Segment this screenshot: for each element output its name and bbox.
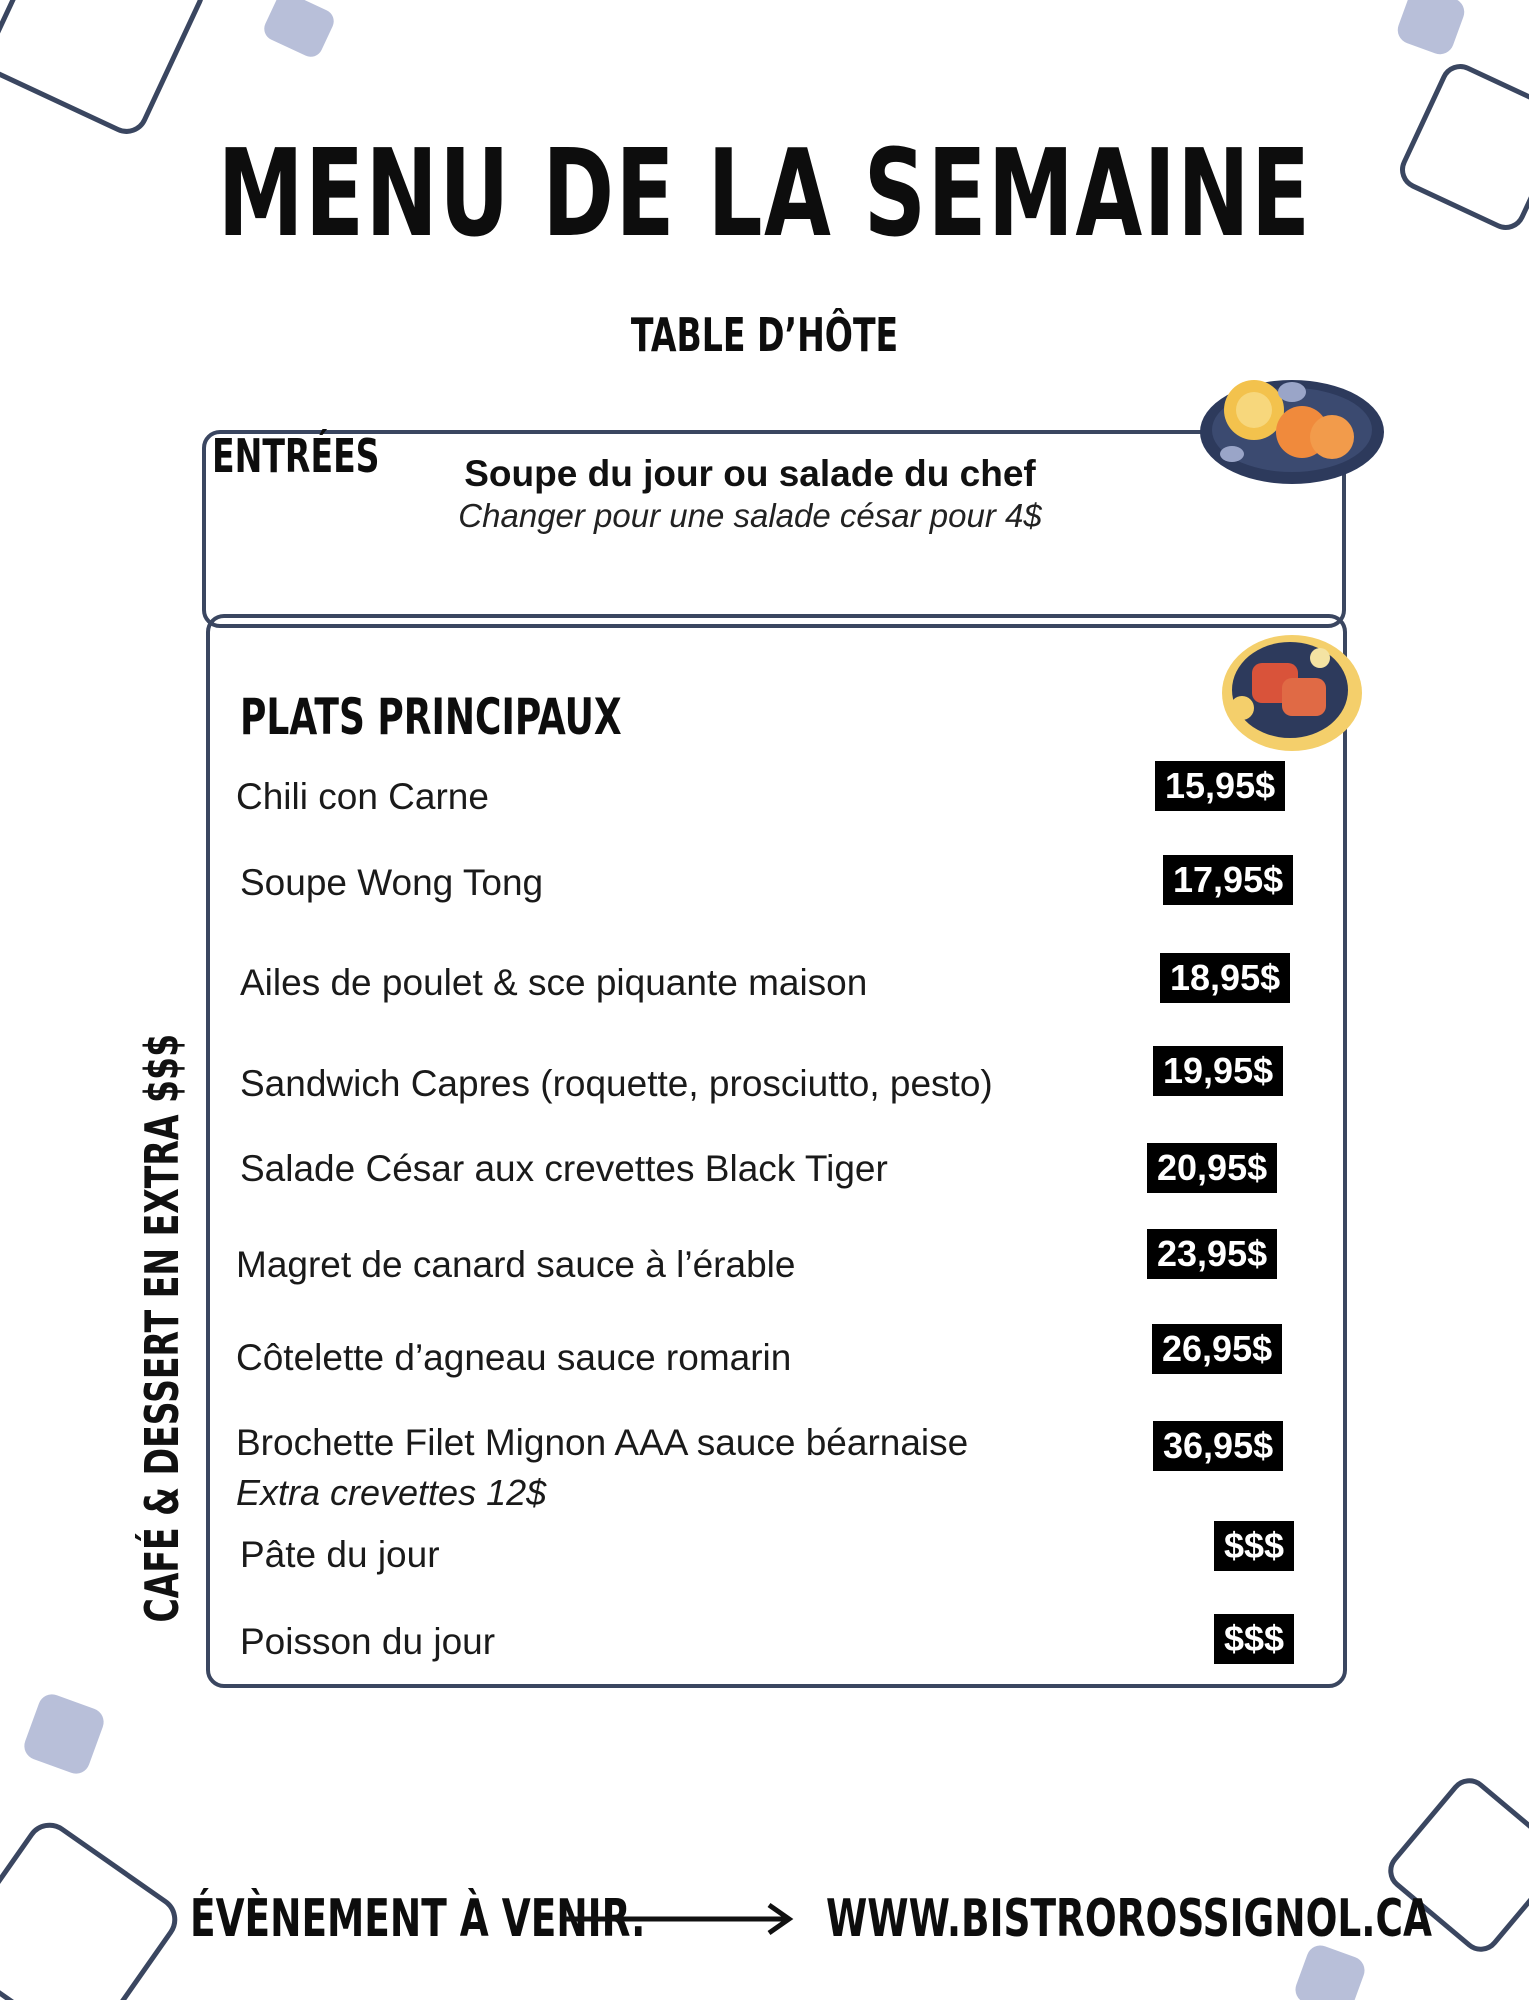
- decor-filled-square-top-left: [260, 0, 337, 61]
- menu-item-price: 20,95$: [1147, 1143, 1277, 1193]
- menu-item-price: 18,95$: [1160, 953, 1290, 1003]
- menu-item-name: Sandwich Capres (roquette, prosciutto, pesto): [240, 1063, 993, 1104]
- page-title: MENU DE LA SEMAINE: [217, 125, 1312, 264]
- plate-illustration-icon: [1192, 362, 1392, 492]
- menu-item-name: Chili con Carne: [236, 776, 489, 817]
- decor-filled-square-top-right: [1394, 0, 1468, 58]
- arrow-right-icon: [565, 1899, 805, 1939]
- menu-item-price: $$$: [1214, 1521, 1294, 1571]
- decor-outline-square-bottom-left: [0, 1817, 183, 2000]
- menu-item-name: Côtelette d’agneau sauce romarin: [236, 1337, 792, 1378]
- menu-item-price: 36,95$: [1153, 1421, 1283, 1471]
- menu-item-name: Poisson du jour: [240, 1621, 496, 1662]
- menu-item-name: Pâte du jour: [240, 1534, 440, 1575]
- steak-illustration-icon: [1212, 618, 1372, 758]
- footer-website-link[interactable]: WWW.BISTROROSSIGNOL.CA: [826, 1889, 1432, 1949]
- decor-filled-square-bottom-left: [20, 1690, 107, 1777]
- menu-item-name: Salade César aux crevettes Black Tiger: [240, 1148, 888, 1189]
- menu-item-note: Extra crevettes 12$: [236, 1472, 547, 1513]
- menu-item-name: Ailes de poulet & sce piquante maison: [240, 962, 868, 1003]
- menu-item-name: Magret de canard sauce à l’érable: [236, 1244, 796, 1285]
- menu-item-price: 15,95$: [1155, 761, 1285, 811]
- entree-main-text: Soupe du jour ou salade du chef: [464, 453, 1036, 494]
- decor-outline-square-top-left: [0, 0, 208, 138]
- menu-item-price: 17,95$: [1163, 855, 1293, 905]
- decor-filled-square-bottom-right: [1292, 1942, 1369, 2000]
- footer-event-text: ÉVÈNEMENT À VENIR.: [190, 1889, 646, 1949]
- menu-item-name: Soupe Wong Tong: [240, 862, 544, 903]
- menu-item-price: 26,95$: [1152, 1324, 1282, 1374]
- side-note-text: CAFÉ & DESSERT EN EXTRA $$$: [135, 1033, 189, 1623]
- menu-item-price: 23,95$: [1147, 1229, 1277, 1279]
- side-note: [132, 1033, 192, 1737]
- entree-note-text: Changer pour une salade césar pour 4$: [458, 497, 1042, 534]
- decor-outline-square-right: [1397, 61, 1529, 234]
- menu-item-price: $$$: [1214, 1614, 1294, 1664]
- menu-item-name: Brochette Filet Mignon AAA sauce béarnaise: [236, 1422, 969, 1463]
- page-subtitle: TABLE D’HÔTE: [630, 308, 899, 362]
- menu-item-price: 19,95$: [1153, 1046, 1283, 1096]
- plats-principaux-label: PLATS PRINCIPAUX: [240, 688, 622, 746]
- entrees-label: ENTRÉES: [212, 429, 380, 483]
